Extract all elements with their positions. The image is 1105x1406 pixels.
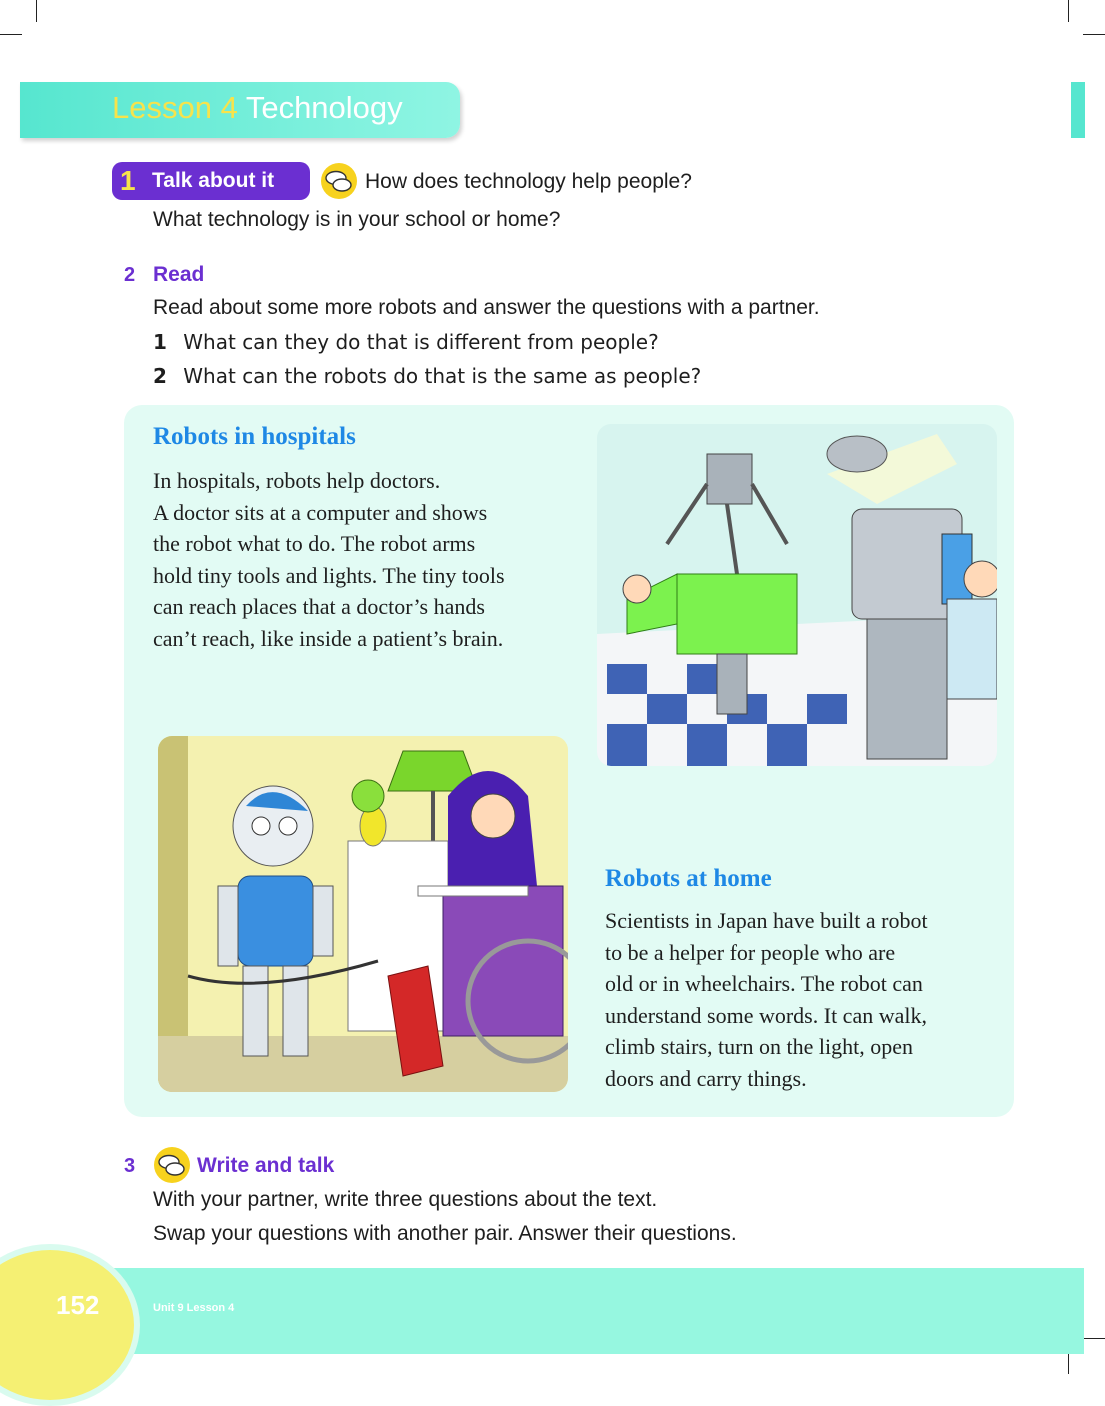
article-1-title: Robots in hospitals <box>153 423 356 450</box>
crop-mark <box>0 34 22 35</box>
article-1-line: can’t reach, like inside a patient’s brain. <box>153 625 504 651</box>
article-2-line: climb stairs, turn on the light, open <box>605 1034 913 1060</box>
section-2-label: Read <box>153 263 205 286</box>
article-2-line: doors and carry things. <box>605 1065 807 1091</box>
article-1-body <box>153 465 505 655</box>
crop-mark <box>1083 1338 1105 1339</box>
article-1-line: In hospitals, robots help doctors. <box>153 468 441 493</box>
question-number: 2 <box>153 364 167 388</box>
page-number: 152 <box>56 1290 100 1320</box>
hospital-robot-illustration <box>597 424 997 766</box>
section-1-number: 1 <box>120 165 136 196</box>
unit-lesson-label: Unit 9 Lesson 4 <box>153 1302 235 1314</box>
section-3-number: 3 <box>124 1155 136 1177</box>
page-edge-tab <box>1071 82 1085 138</box>
article-1-line: the robot what to do. The robot arms <box>153 531 476 557</box>
article-2-line: understand some words. It can walk, <box>605 1002 927 1028</box>
lesson-title <box>112 90 403 126</box>
lesson-number: Lesson 4 <box>112 90 238 125</box>
crop-mark <box>1068 1352 1069 1374</box>
article-2-body <box>605 905 928 1095</box>
question-text: What can they do that is different from people? <box>183 330 659 354</box>
crop-mark <box>1068 0 1069 22</box>
speech-bubbles-icon <box>153 1146 191 1184</box>
section-3-line-1: With your partner, write three questions about the text. <box>153 1188 658 1211</box>
section-2-instruction: Read about some more robots and answer the questions with a partner. <box>153 296 820 319</box>
lesson-topic: Technology <box>245 90 403 125</box>
talk-about-it-badge <box>112 162 310 200</box>
article-1-line: hold tiny tools and lights. The tiny tools <box>153 562 505 588</box>
question-item <box>153 330 659 354</box>
question-text: What can the robots do that is the same as people? <box>183 364 702 388</box>
article-2-line: old or in wheelchairs. The robot can <box>605 971 923 997</box>
question-item <box>153 364 701 388</box>
article-2-title: Robots at home <box>605 865 772 892</box>
section-1-label: Talk about it <box>152 169 275 192</box>
section-3-label: Write and talk <box>197 1154 335 1177</box>
section-2-number: 2 <box>124 264 136 286</box>
article-1-line: can reach places that a doctor’s hands <box>153 594 485 620</box>
home-robot-illustration <box>158 736 568 1092</box>
section-1-question-2: What technology is in your school or home? <box>153 208 561 231</box>
question-number: 1 <box>153 330 167 354</box>
article-1-line: A doctor sits at a computer and shows <box>153 499 488 525</box>
speech-bubbles-icon <box>320 162 358 200</box>
section-1-question-1: How does technology help people? <box>365 170 692 193</box>
crop-mark <box>1083 34 1105 35</box>
article-2-line: to be a helper for people who are <box>605 939 896 965</box>
section-3-line-2: Swap your questions with another pair. Answer their questions. <box>153 1222 737 1245</box>
crop-mark <box>36 0 37 22</box>
article-2-line: Scientists in Japan have built a robot <box>605 908 928 933</box>
